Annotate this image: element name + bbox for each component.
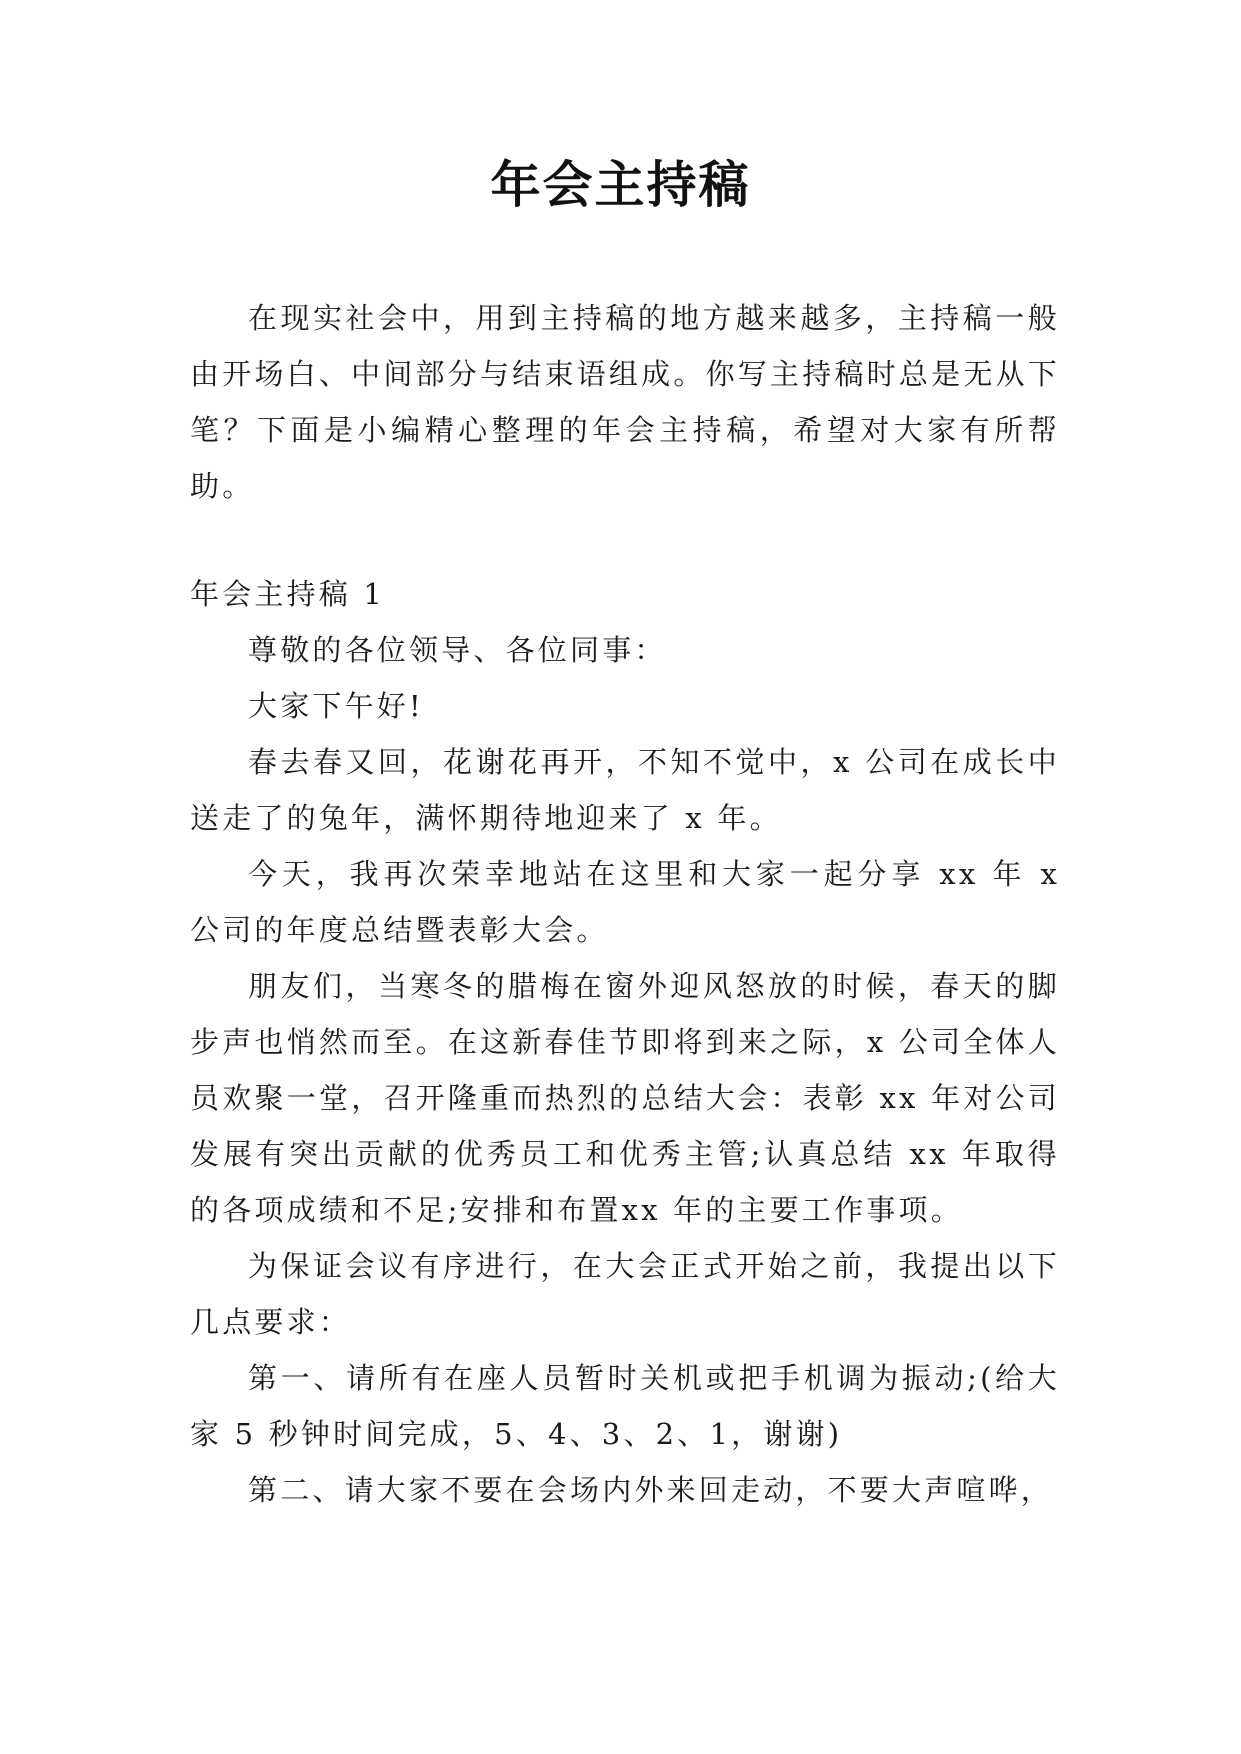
body-paragraph: 朋友们，当寒冬的腊梅在窗外迎风怒放的时候，春天的脚步声也悄然而至。在这新春佳节即将到来之际，x 公司全体人员欢聚一堂，召开隆重而热烈的总结大会：表彰 xx 年对公司发展有突出贡献的优秀员工和优秀主管;认真总结 xx 年取得的各项成绩和不足;安排和布置xx 年的主要工作事项。: [190, 969, 1060, 1227]
intro-paragraph: 在现实社会中，用到主持稿的地方越来越多，主持稿一般由开场白、中间部分与结束语组成。你写主持稿时总是无从下笔？下面是小编精心整理的年会主持稿，希望对大家有所帮助。: [190, 301, 1060, 503]
document-title: 年会主持稿: [490, 156, 751, 214]
body-paragraph: 为保证会议有序进行，在大会正式开始之前，我提出以下几点要求：: [190, 1249, 1060, 1339]
body-paragraph: 第二、请大家不要在会场内外来回走动，不要大声喧哗，: [248, 1473, 1054, 1507]
body-paragraph: 今天，我再次荣幸地站在这里和大家一起分享 xx 年 x 公司的年度总结暨表彰大会。: [190, 857, 1060, 947]
document-body: [190, 290, 1060, 1518]
body-paragraph: 春去春又回，花谢花再开，不知不觉中，x 公司在成长中送走了的兔年，满怀期待地迎来了 x 年。: [190, 745, 1060, 835]
section-gap: [190, 514, 1060, 566]
greeting-paragraph: 大家下午好!: [248, 689, 424, 723]
salutation-paragraph: 尊敬的各位领导、各位同事：: [248, 633, 667, 667]
section-heading: 年会主持稿 1: [190, 577, 386, 611]
body-paragraph: 第一、请所有在座人员暂时关机或把手机调为振动;(给大家 5 秒钟时间完成，5、4、3、2、1，谢谢): [190, 1361, 1060, 1451]
